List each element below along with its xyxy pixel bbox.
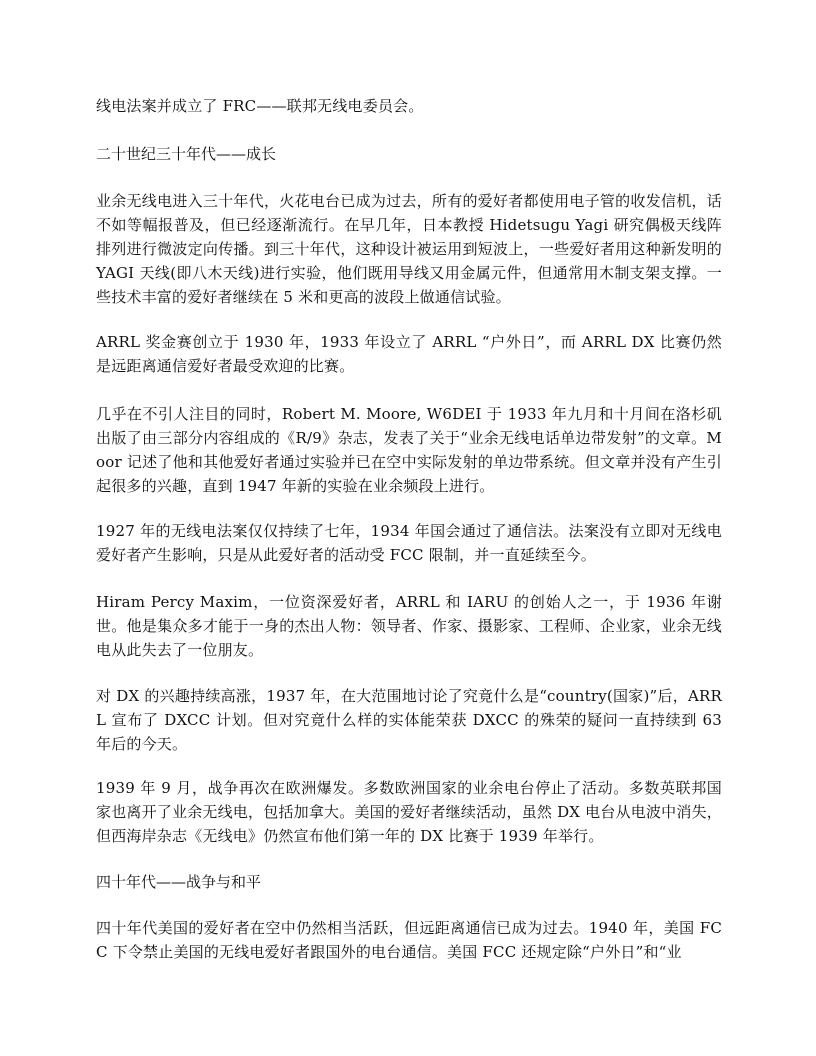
paragraph-dxcc: 对 DX 的兴趣持续高涨，1937 年，在大范围地讨论了究竟什么是“country(国家)”后，ARRL 宣布了 DXCC 计划。但对究竟什么样的实体能荣获 DXCC 的殊荣的疑问一直持续到 63 年后的今天。 bbox=[96, 687, 722, 753]
section-heading-1940s: 四十年代——战争与和平 bbox=[96, 873, 262, 891]
paragraph-arrl-contest: ARRL 奖金赛创立于 1930 年，1933 年设立了 ARRL “户外日”，而 ARRL DX 比赛仍然是远距离通信爱好者最受欢迎的比赛。 bbox=[96, 333, 722, 375]
paragraph-maxim: Hiram Percy Maxim，一位资深爱好者，ARRL 和 IARU 的创始人之一，于 1936 年谢世。他是集众多才能于一身的杰出人物：领导者、作家、摄影家、工程师、企业家，业余无线电从此失去了一位朋友。 bbox=[96, 593, 722, 659]
paragraph-ssb-moore: 几乎在不引人注目的同时，Robert M. Moore, W6DEI 于 1933 年九月和十月间在洛杉矶出版了由三部分内容组成的《R/9》杂志，发表了关于“业余无线电话单边带发射”的文章。Moor 记述了他和其他爱好者通过实验并已在空中实际发射的单边带系统。但文章并没有产生引起很多的兴趣，直到 1947 年新的实验在业余频段上进行。 bbox=[96, 405, 722, 495]
paragraph-1940s: 四十年代美国的爱好者在空中仍然相当活跃，但远距离通信已成为过去。1940 年，美国 FCC 下令禁止美国的无线电爱好者跟国外的电台通信。美国 FCC 还规定除“户外日”和“业 bbox=[96, 919, 722, 961]
section-heading-1930s: 二十世纪三十年代——成长 bbox=[96, 145, 277, 163]
paragraph-frc: 线电法案并成立了 FRC——联邦无线电委员会。 bbox=[96, 97, 424, 115]
paragraph-communications-act: 1927 年的无线电法案仅仅持续了七年，1934 年国会通过了通信法。法案没有立即对无线电爱好者产生影响，只是从此爱好者的活动受 FCC 限制，并一直延续至今。 bbox=[96, 522, 722, 564]
paragraph-1930s-growth: 业余无线电进入三十年代，火花电台已成为过去，所有的爱好者都使用电子管的收发信机，话不如等幅报普及，但已经逐渐流行。在早几年，日本教授 Hidetsugu Yagi 研究偶极天线阵排列进行微波定向传播。到三十年代，这种设计被运用到短波上，一些爱好者用这种新发明的 YAGI 天线(即八木天线)进行实验，他们既用导线又用金属元件，但通常用木制支架支撑。一些技术丰富的爱好者继续在 5 米和更高的波段上做通信试验。 bbox=[96, 192, 722, 306]
paragraph-war-1939: 1939 年 9 月，战争再次在欧洲爆发。多数欧洲国家的业余电台停止了活动。多数英联邦国家也离开了业余无线电，包括加拿大。美国的爱好者继续活动，虽然 DX 电台从电波中消失，但西海岸杂志《无线电》仍然宣布他们第一年的 DX 比赛于 1939 年举行。 bbox=[96, 779, 722, 845]
